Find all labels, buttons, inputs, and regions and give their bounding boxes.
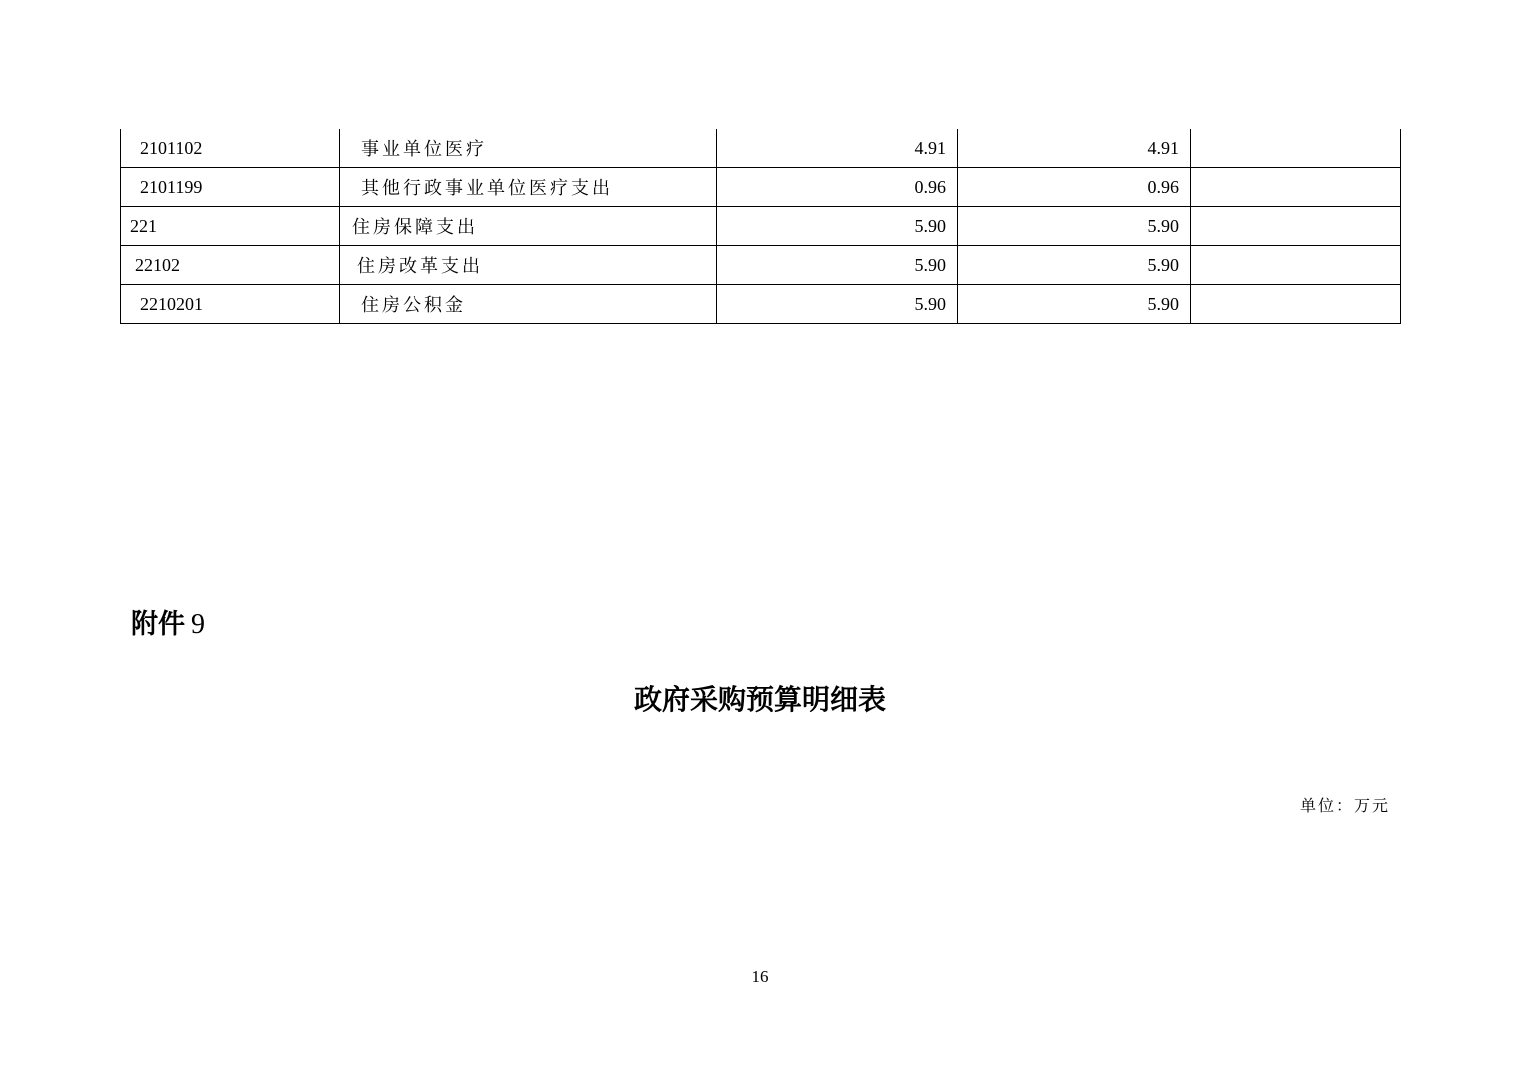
row-value3	[1191, 129, 1401, 168]
document-title: 政府采购预算明细表	[633, 683, 886, 716]
row-value2: 4.91	[958, 129, 1191, 168]
table-row	[121, 285, 1401, 324]
row-value3	[1191, 246, 1401, 285]
row-value3	[1191, 168, 1401, 207]
row-value2: 5.90	[958, 246, 1191, 285]
row-value2: 5.90	[958, 285, 1191, 324]
row-value1: 5.90	[717, 207, 958, 246]
table-row	[121, 129, 1401, 168]
row-value1: 0.96	[717, 168, 958, 207]
row-name: 其他行政事业单位医疗支出	[340, 168, 717, 207]
page-number: 16	[751, 967, 769, 986]
row-code: 2101199	[121, 168, 340, 207]
row-value1: 5.90	[717, 246, 958, 285]
budget-table	[120, 129, 1401, 324]
row-code: 2101102	[121, 129, 340, 168]
row-value2: 0.96	[958, 168, 1191, 207]
row-code: 22102	[121, 246, 340, 285]
table-row	[121, 207, 1401, 246]
row-name: 住房公积金	[340, 285, 717, 324]
table-row	[121, 168, 1401, 207]
table-body	[121, 129, 1401, 324]
row-value3	[1191, 285, 1401, 324]
attachment-number: 9	[191, 609, 205, 640]
attachment-text: 附件	[131, 609, 185, 640]
row-name: 住房保障支出	[340, 207, 717, 246]
row-code: 2210201	[121, 285, 340, 324]
row-value3	[1191, 207, 1401, 246]
row-name: 事业单位医疗	[340, 129, 717, 168]
row-value1: 5.90	[717, 285, 958, 324]
row-name: 住房改革支出	[340, 246, 717, 285]
unit-label: 单位：万元	[1299, 796, 1390, 815]
row-value2: 5.90	[958, 207, 1191, 246]
table-row	[121, 246, 1401, 285]
attachment-label	[131, 606, 205, 644]
row-code: 221	[121, 207, 340, 246]
row-value1: 4.91	[717, 129, 958, 168]
